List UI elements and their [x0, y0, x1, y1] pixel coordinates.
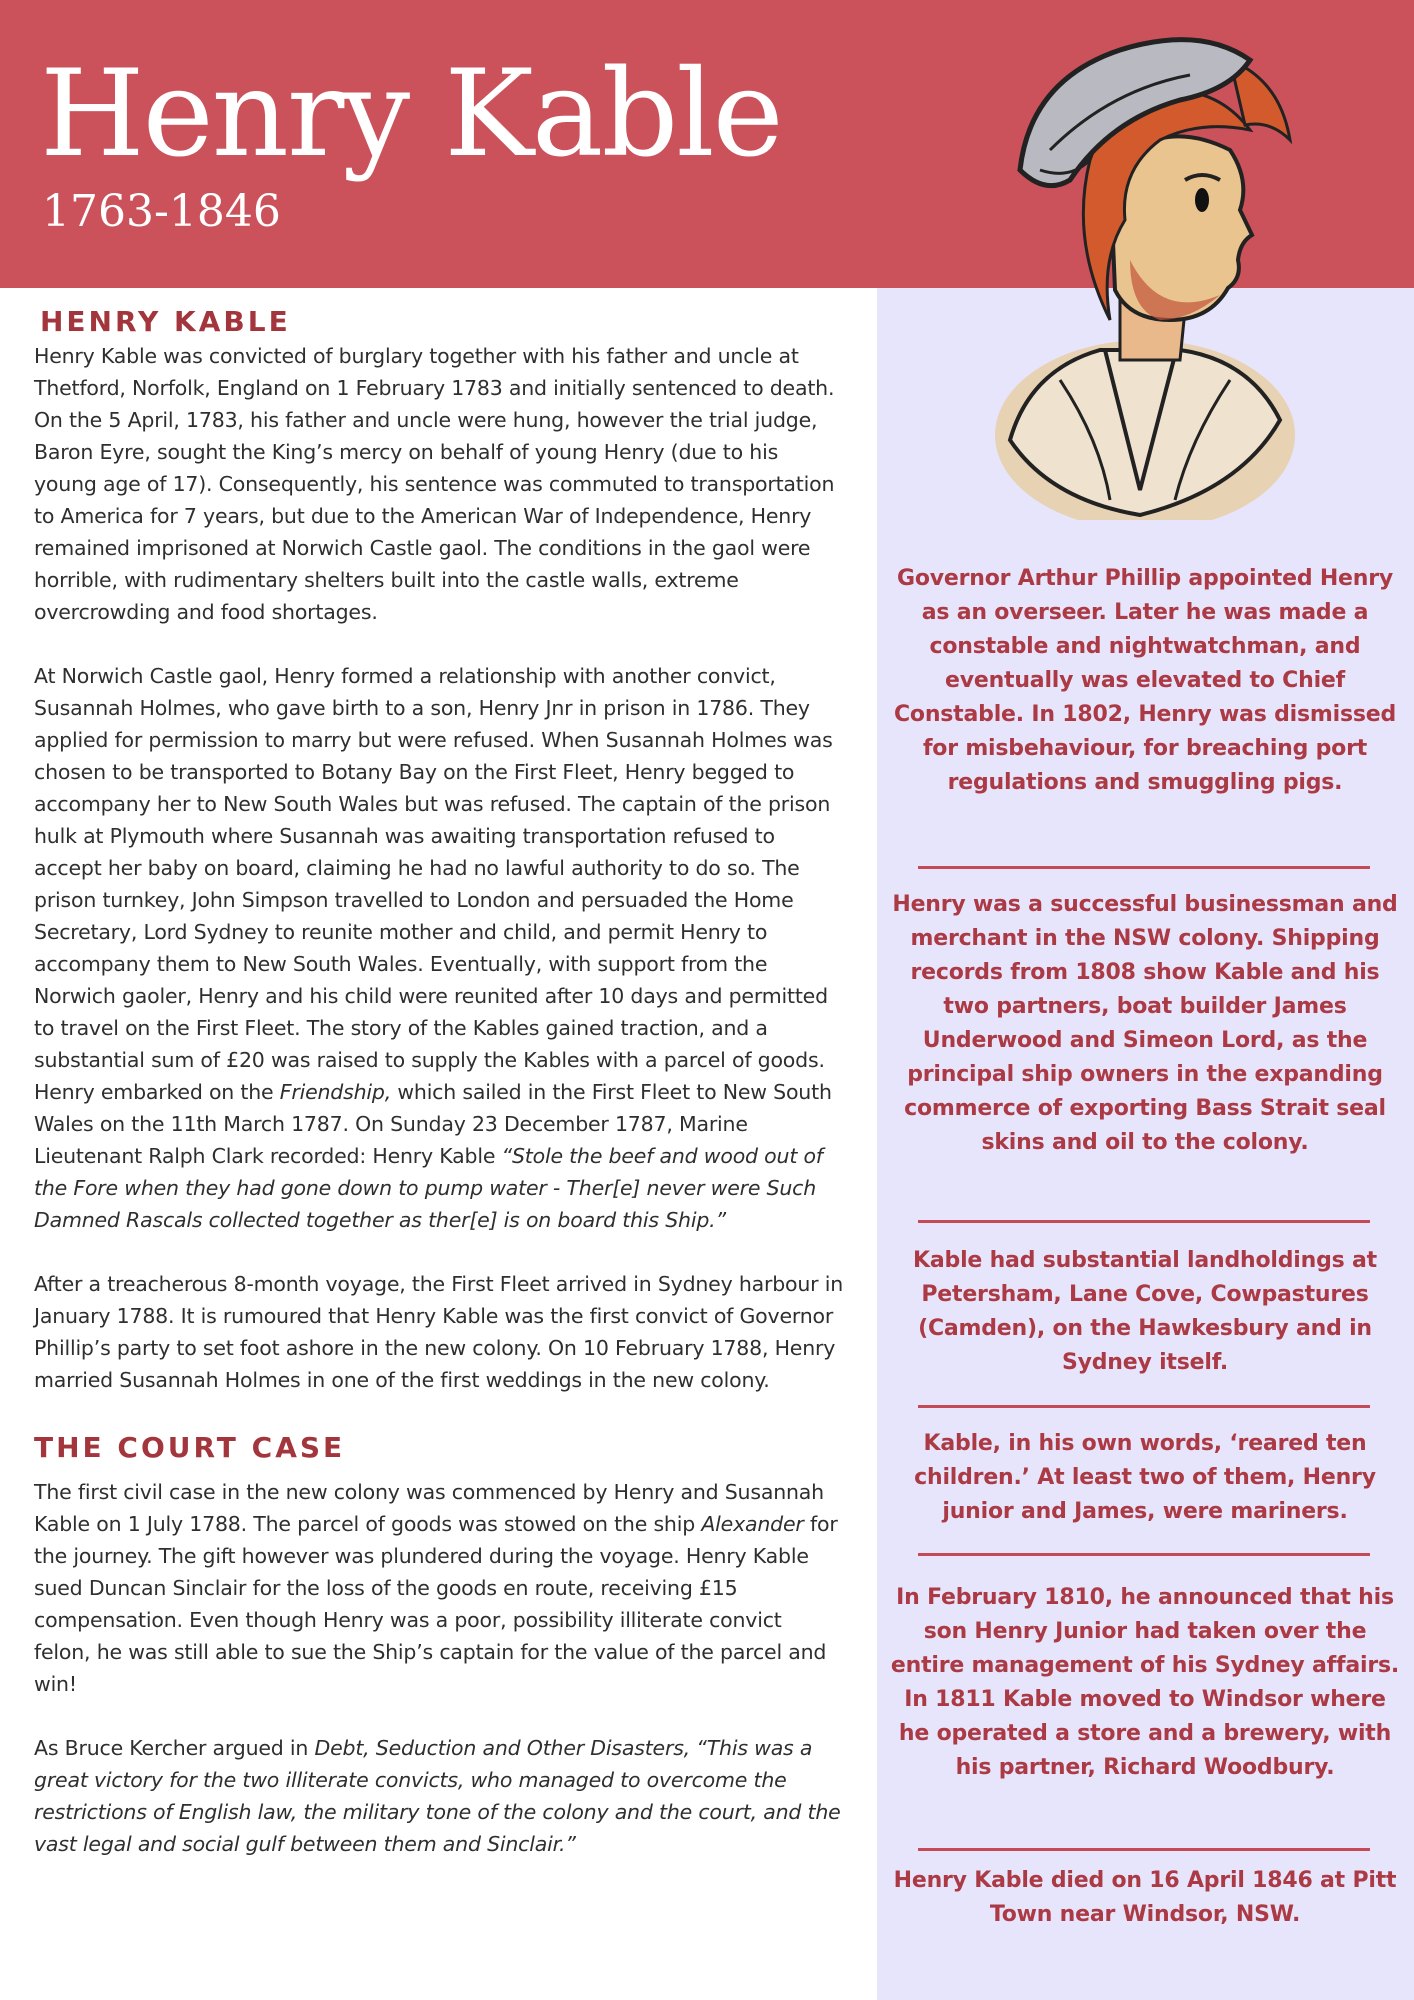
page-title: Henry Kable: [40, 45, 782, 184]
sidebar-fact-business: Henry was a successful businessman and merchant in the NSW colony. Shipping records from 1808 show Kable and his two partners, boat builder James Underwood and Simeon Lord, as the principal ship owners in the expanding commerce of exporting Bass Strait seal skins and oil to the colony.: [892, 892, 1398, 1155]
sidebar-divider: [918, 1848, 1370, 1851]
sidebar-divider: [918, 1553, 1370, 1556]
sidebar-fact-windsor: In February 1810, he announced that his son Henry Junior had taken over the entire management of his Sydney affairs. In 1811 Kable moved to Windsor where he operated a store and a brewery, with his partner, Richard Woodbury.: [890, 1585, 1400, 1780]
sidebar-divider: [918, 1220, 1370, 1223]
sidebar-fact-death: Henry Kable died on 16 April 1846 at Pitt Town near Windsor, NSW.: [893, 1868, 1397, 1927]
sidebar-divider: [918, 1405, 1370, 1408]
paragraph-text: for the journey. The gift however was plundered during the voyage. Henry Kable sued Duncan Sinclair for the loss of the goods en route, receiving £15 compensation. Even though Henry was a poor, possibility illiterate convict felon, he was still able to sue the Ship’s captain for the value of the parcel and win!: [34, 1512, 838, 1696]
section-heading-henry-kable: HENRY KABLE: [40, 305, 291, 338]
paragraph-text: At Norwich Castle gaol, Henry formed a relationship with another convict, Susannah Holmes, who gave birth to a son, Henry Jnr in prison in 1786. They applied for permission to marry but were refused. When Susannah Holmes was chosen to be transported to Botany Bay on the First Fleet, Henry begged to accompany her to New South Wales but was refused. The captain of the prison hulk at Plymouth where Susannah was awaiting transportation refused to accept her baby on board, claiming he had no lawful authority to do so. The prison turnkey, John Simpson travelled to London and persuaded the Home Secretary, Lord Sydney to reunite mother and child, and permit Henry to accompany them to New South Wales. Eventually, with support from the Norwich gaoler, Henry and his child were reunited after 10 days and permitted to travel on the First Fleet. The story of the Kables gained traction, and a substantial sum of £20 was raised to supply the Kables with a parcel of goods. Henry embarked on the: [34, 664, 833, 1104]
paragraph-arrival: After a treacherous 8-month voyage, the First Fleet arrived in Sydney harbour in January 1788. It is rumoured that Henry Kable was the first convict of Governor Phillip’s party to set foot ashore in the new colony. On 10 February 1788, Henry married Susannah Holmes in one of the first weddings in the new colony.: [34, 1272, 844, 1392]
paragraph-conviction: Henry Kable was convicted of burglary together with his father and uncle at Thetford, Norfolk, England on 1 February 1783 and initially sentenced to death. On the 5 April, 1783, his father and uncle were hung, however the trial judge, Baron Eyre, sought the King’s mercy on behalf of young Henry (due to his young age of 17). Consequently, his sentence was commuted to transportation to America for 7 years, but due to the American War of Independence, Henry remained imprisoned at Norwich Castle gaol. The conditions in the gaol were horrible, with rudimentary shelters built into the castle walls, extreme overcrowding and food shortages.: [34, 344, 835, 624]
life-dates: 1763-1846: [42, 186, 281, 237]
paragraph-court-case: [34, 1476, 844, 1700]
paragraph-text: As Bruce Kercher argued in: [34, 1736, 315, 1760]
paragraph-norwich-castle: [34, 660, 844, 1236]
paragraph-kercher: [34, 1732, 844, 1860]
paragraph-text: which sailed in the First Fleet to New South Wales on the 11th March 1787. On Sunday 23 December 1787, Marine Lieutenant Ralph Clark recorded: Henry Kable: [34, 1080, 832, 1168]
ship-name-friendship: Friendship,: [279, 1080, 392, 1104]
main-article: [34, 300, 844, 1860]
ship-name-alexander: Alexander: [701, 1512, 804, 1536]
sidebar-fact-children: Kable, in his own words, ‘reared ten children.’ At least two of them, Henry junior and James, were mariners.: [914, 1431, 1376, 1524]
kercher-quote: Debt, Seduction and Other Disasters, “This was a great victory for the two illiterate convicts, who managed to overcome the restrictions of English law, the military tone of the colony and the court, and the vast legal and social gulf between them and Sinclair.”: [34, 1736, 841, 1856]
henry-kable-portrait-illustration: [990, 20, 1310, 520]
sidebar-fact-landholdings: Kable had substantial landholdings at Petersham, Lane Cove, Cowpastures (Camden), on the Hawkesbury and in Sydney itself.: [913, 1248, 1377, 1375]
sidebar-fact-appointment: Governor Arthur Phillip appointed Henry as an overseer. Later he was made a constable and nightwatchman, and eventually was elevated to Chief Constable. In 1802, Henry was dismissed for misbehaviour, for breaching port regulations and smuggling pigs.: [893, 566, 1397, 795]
ralph-clark-quote: “Stole the beef and wood out of the Fore when they had gone down to pump water - Ther[e] never were Such Damned Rascals collected together as ther[e] is on board this Ship.”: [34, 1144, 823, 1232]
paragraph-text: The first civil case in the new colony was commenced by Henry and Susannah Kable on 1 July 1788. The parcel of goods was stowed on the ship: [34, 1480, 824, 1536]
sidebar-divider: [918, 866, 1370, 869]
section-heading-court-case: THE COURT CASE: [34, 1431, 346, 1464]
